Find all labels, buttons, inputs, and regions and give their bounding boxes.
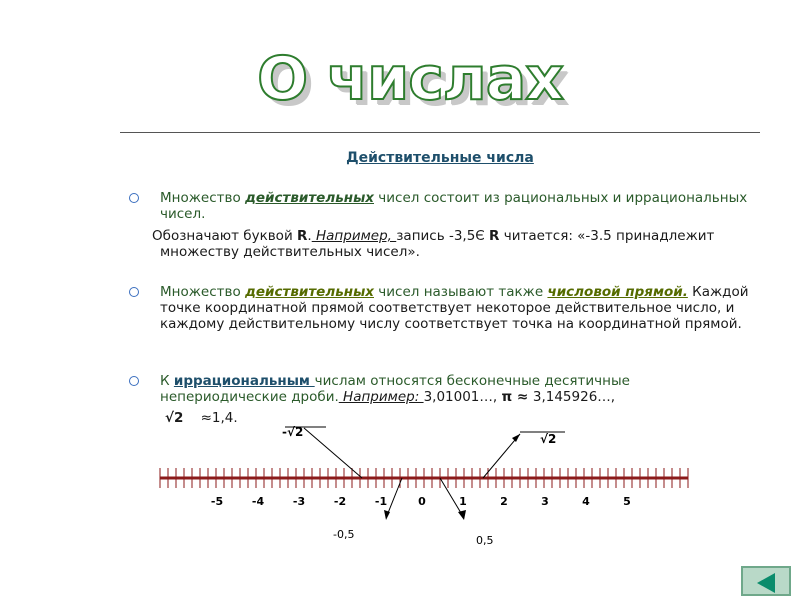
tick-label: 0 <box>418 495 426 508</box>
p3-term: иррациональным <box>173 373 315 389</box>
p3-approx: ≈1,4. <box>200 410 238 426</box>
p2-term: действительных <box>245 284 374 300</box>
neg-sqrt2-pointer <box>304 428 362 478</box>
pos-sqrt2-arrowhead <box>512 434 520 442</box>
page-title: О числах <box>257 44 563 114</box>
p1b-text-a: Обозначают буквой <box>152 228 298 244</box>
back-button[interactable] <box>741 566 791 596</box>
p1b-dot: . <box>307 228 312 244</box>
p2-text-a: Множество <box>160 284 245 300</box>
tick-label: 2 <box>500 495 508 508</box>
p3-text-e: 3,145926…, <box>532 389 616 405</box>
label-neg-sqrt2: -√2 <box>282 425 304 439</box>
p1-text-c: чисел состоит из рациональных и иррациональных чисел. <box>160 190 748 222</box>
p2-term-2: числовой прямой. <box>547 284 688 300</box>
p2-text-c: чисел называют также <box>374 284 548 300</box>
tick-label: 1 <box>459 495 467 508</box>
p3-text-c: числам относятся бесконечные десятичные непериодические дроби. <box>160 373 630 405</box>
p3-example-label: Например: <box>338 389 424 405</box>
p1b-text-d: читается: «-3.5 принадлежит множеству действительных чисел». <box>160 228 715 260</box>
pos-sqrt2-pointer <box>483 434 520 478</box>
p1-text-a: Множество <box>160 190 245 206</box>
p3-text-d: 3,01001…, <box>423 389 502 405</box>
tick-label: -5 <box>210 495 224 508</box>
section-subtitle: Действительные числа <box>346 150 534 166</box>
pos-half-arrowhead <box>458 510 466 520</box>
p1b-r: R <box>297 228 308 244</box>
p2-text-e: Каждой точке координатной прямой соответствует некоторое действительное число, и каждому действительному числу соответствует точка на координатной прямой. <box>160 284 749 332</box>
p3-sqrt: √2 <box>165 410 184 426</box>
label-neg-half: -0,5 <box>333 528 355 541</box>
tick-label: -2 <box>333 495 347 508</box>
label-pos-half: 0,5 <box>476 534 494 547</box>
p3-pi: π ≈ <box>501 389 533 405</box>
triangle-left-icon <box>757 573 775 593</box>
tick-label: -3 <box>292 495 306 508</box>
p1b-r2: R <box>489 228 500 244</box>
label-pos-sqrt2: √2 <box>540 432 557 446</box>
tick-label: -4 <box>251 495 265 508</box>
p1b-example-label: Например, <box>311 228 397 244</box>
tick-label: -1 <box>374 495 388 508</box>
number-line-ticks <box>160 468 688 508</box>
p3-text-a: К <box>160 373 174 389</box>
tick-label: 3 <box>541 495 549 508</box>
p1b-text-c: запись -3,5Є <box>396 228 490 244</box>
tick-label: 5 <box>623 495 631 508</box>
tick-label: 4 <box>582 495 590 508</box>
p1-term: действительных <box>245 190 374 206</box>
